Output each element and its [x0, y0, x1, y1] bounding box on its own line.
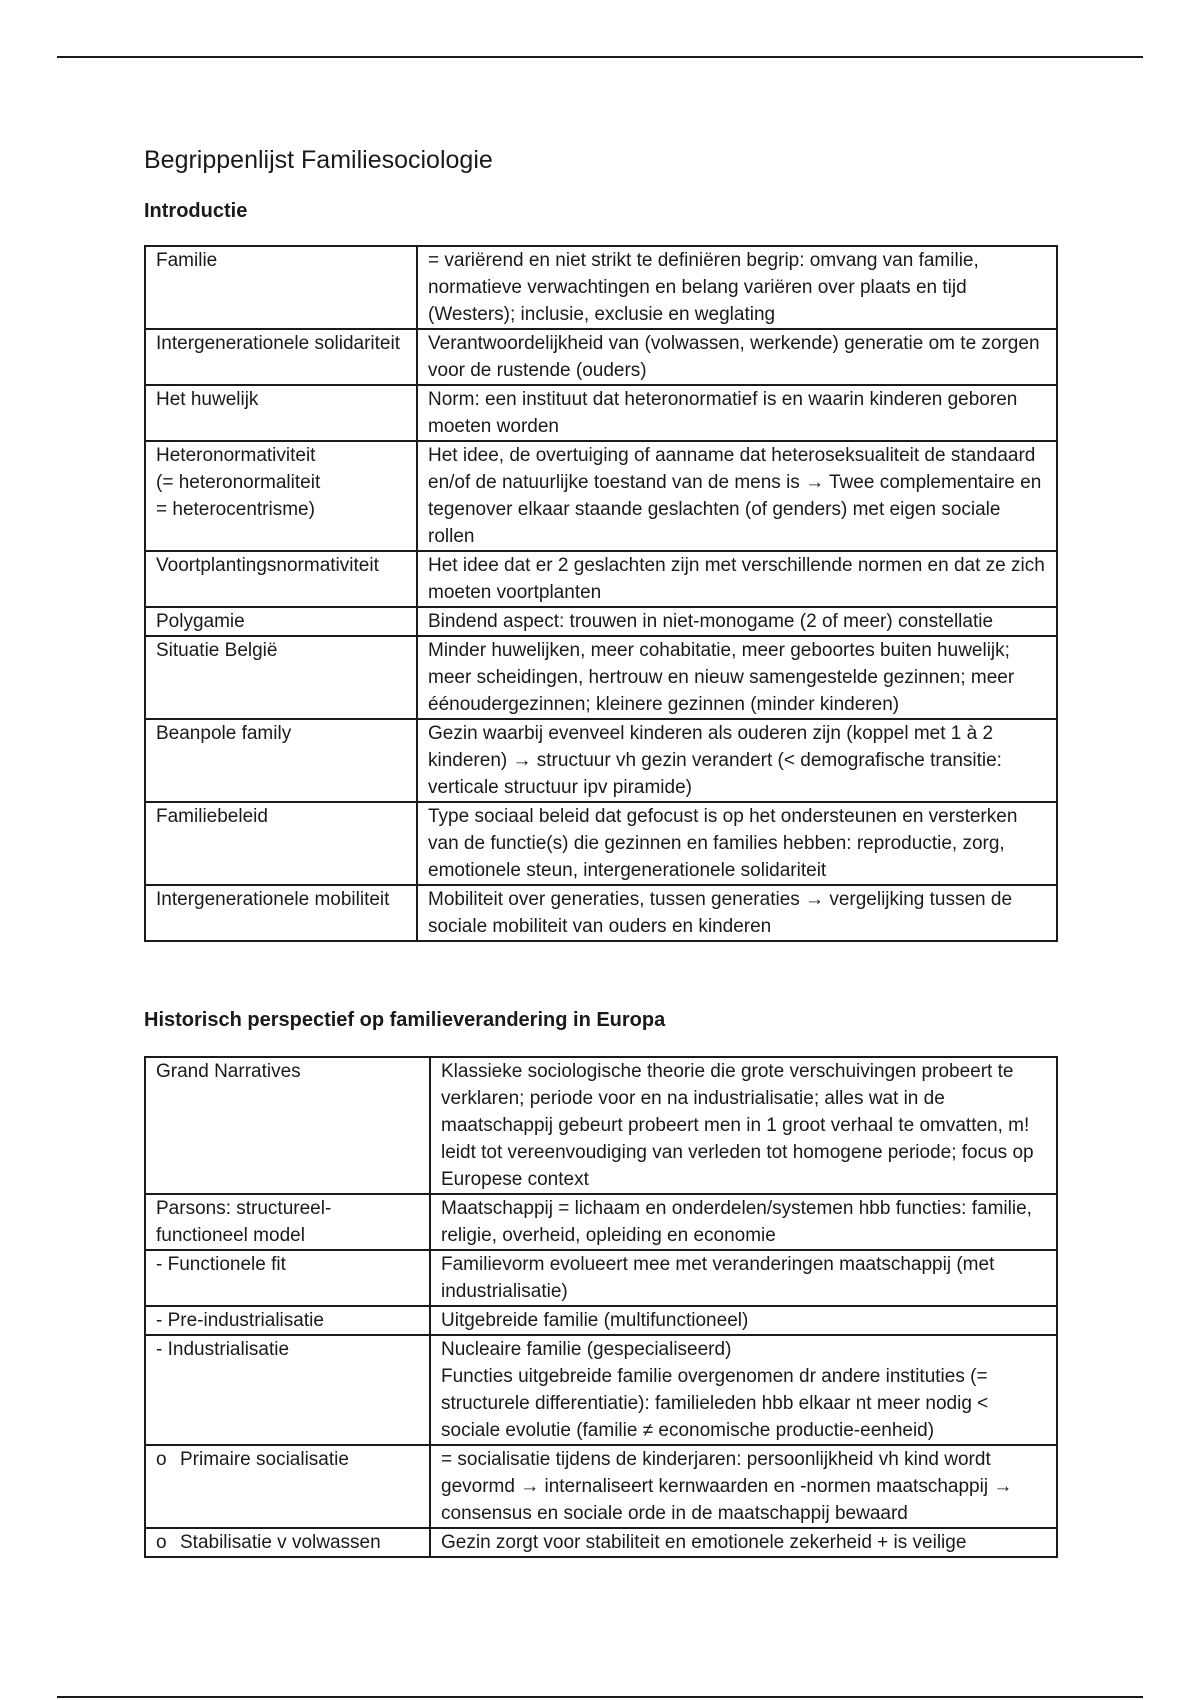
- table-row: [145, 1057, 1057, 1194]
- definition-cell: Norm: een instituut dat heteronormatief is en waarin kinderen geboren moeten worden: [417, 385, 1057, 441]
- term-cell: - Functionele fit: [145, 1250, 430, 1306]
- term-cell: Intergenerationele solidariteit: [145, 329, 417, 385]
- term-cell: Het huwelijk: [145, 385, 417, 441]
- terms-table-introductie: [144, 245, 1058, 942]
- table-row: [145, 1335, 1057, 1445]
- definition-cell: Minder huwelijken, meer cohabitatie, meer geboortes buiten huwelijk; meer scheidingen, hertrouw en nieuw samengestelde gezinnen; meer éénoudergezinnen; kleinere gezinnen (minder kinderen): [417, 636, 1057, 719]
- definition-cell: Bindend aspect: trouwen in niet-monogame (2 of meer) constellatie: [417, 607, 1057, 636]
- definition-cell: Familievorm evolueert mee met veranderingen maatschappij (met industrialisatie): [430, 1250, 1057, 1306]
- table-row: [145, 802, 1057, 885]
- table-row: [145, 441, 1057, 551]
- definition-cell: Klassieke sociologische theorie die grote verschuivingen probeert te verklaren; periode voor en na industrialisatie; alles wat in de maatschappij gebeurt probeert men in 1 groot verhaal te omvatten, m! leidt tot vereenvoudiging van verleden tot homogene periode; focus op Europese context: [430, 1057, 1057, 1194]
- table-row: [145, 636, 1057, 719]
- table-row: [145, 1194, 1057, 1250]
- table-row: [145, 719, 1057, 802]
- term-cell: - Pre-industrialisatie: [145, 1306, 430, 1335]
- term-cell: Heteronormativiteit (= heteronormaliteit = heterocentrisme): [145, 441, 417, 551]
- term-cell: Polygamie: [145, 607, 417, 636]
- document-title: Begrippenlijst Familiesociologie: [144, 146, 493, 174]
- term-cell: o Primaire socialisatie: [145, 1445, 430, 1528]
- term-cell: o Stabilisatie v volwassen: [145, 1528, 430, 1557]
- table-row: [145, 1528, 1057, 1557]
- definition-cell: Het idee, de overtuiging of aanname dat heteroseksualiteit de standaard en/of de natuurlijke toestand van de mens is → Twee complementaire en tegenover elkaar staande geslachten (of genders) met eigen sociale rollen: [417, 441, 1057, 551]
- term-cell: Voortplantingsnormativiteit: [145, 551, 417, 607]
- table-row: [145, 385, 1057, 441]
- term-cell: Familiebeleid: [145, 802, 417, 885]
- definition-cell: Gezin zorgt voor stabiliteit en emotionele zekerheid + is veilige: [430, 1528, 1057, 1557]
- table-row: [145, 885, 1057, 941]
- terms-table-historisch: [144, 1056, 1058, 1558]
- section-heading-historisch: Historisch perspectief op familieverandering in Europa: [144, 1009, 666, 1031]
- bullet-circle-icon: o: [156, 1449, 167, 1470]
- definition-cell: = socialisatie tijdens de kinderjaren: persoonlijkheid vh kind wordt gevormd → internaliseert kernwaarden en -normen maatschappij → consensus en sociale orde in de maatschappij bewaard: [430, 1445, 1057, 1528]
- term-cell: Beanpole family: [145, 719, 417, 802]
- definition-cell: Het idee dat er 2 geslachten zijn met verschillende normen en dat ze zich moeten voortplanten: [417, 551, 1057, 607]
- term-cell: Situatie België: [145, 636, 417, 719]
- table-row: [145, 607, 1057, 636]
- definition-cell: = variërend en niet strikt te definiëren begrip: omvang van familie, normatieve verwachtingen en belang variëren over plaats en tijd (Westers); inclusie, exclusie en weglating: [417, 246, 1057, 329]
- definition-cell: Mobiliteit over generaties, tussen generaties → vergelijking tussen de sociale mobiliteit van ouders en kinderen: [417, 885, 1057, 941]
- term-cell: Familie: [145, 246, 417, 329]
- term-cell: - Industrialisatie: [145, 1335, 430, 1445]
- table-row: [145, 329, 1057, 385]
- table-row: [145, 246, 1057, 329]
- footer-rule: [57, 1696, 1143, 1698]
- definition-cell: Verantwoordelijkheid van (volwassen, werkende) generatie om te zorgen voor de rustende (ouders): [417, 329, 1057, 385]
- definition-cell: Gezin waarbij evenveel kinderen als ouderen zijn (koppel met 1 à 2 kinderen) → structuur vh gezin verandert (< demografische transitie: verticale structuur ipv piramide): [417, 719, 1057, 802]
- bullet-circle-icon: o: [156, 1532, 167, 1553]
- definition-cell: Type sociaal beleid dat gefocust is op het ondersteunen en versterken van de functie(s) die gezinnen en families hebben: reproductie, zorg, emotionele steun, intergenerationele solidariteit: [417, 802, 1057, 885]
- term-cell: Grand Narratives: [145, 1057, 430, 1194]
- table-row: [145, 1250, 1057, 1306]
- section-heading-introductie: Introductie: [144, 200, 248, 222]
- definition-cell: Uitgebreide familie (multifunctioneel): [430, 1306, 1057, 1335]
- term-cell: Parsons: structureel-functioneel model: [145, 1194, 430, 1250]
- table-row: [145, 1445, 1057, 1528]
- table-row: [145, 551, 1057, 607]
- header-rule: [57, 56, 1143, 58]
- term-cell: Intergenerationele mobiliteit: [145, 885, 417, 941]
- definition-cell: Nucleaire familie (gespecialiseerd) Functies uitgebreide familie overgenomen dr andere instituties (= structurele differentiatie): familieleden hbb elkaar nt meer nodig < sociale evolutie (familie ≠ economische productie-eenheid): [430, 1335, 1057, 1445]
- table-row: [145, 1306, 1057, 1335]
- definition-cell: Maatschappij = lichaam en onderdelen/systemen hbb functies: familie, religie, overheid, opleiding en economie: [430, 1194, 1057, 1250]
